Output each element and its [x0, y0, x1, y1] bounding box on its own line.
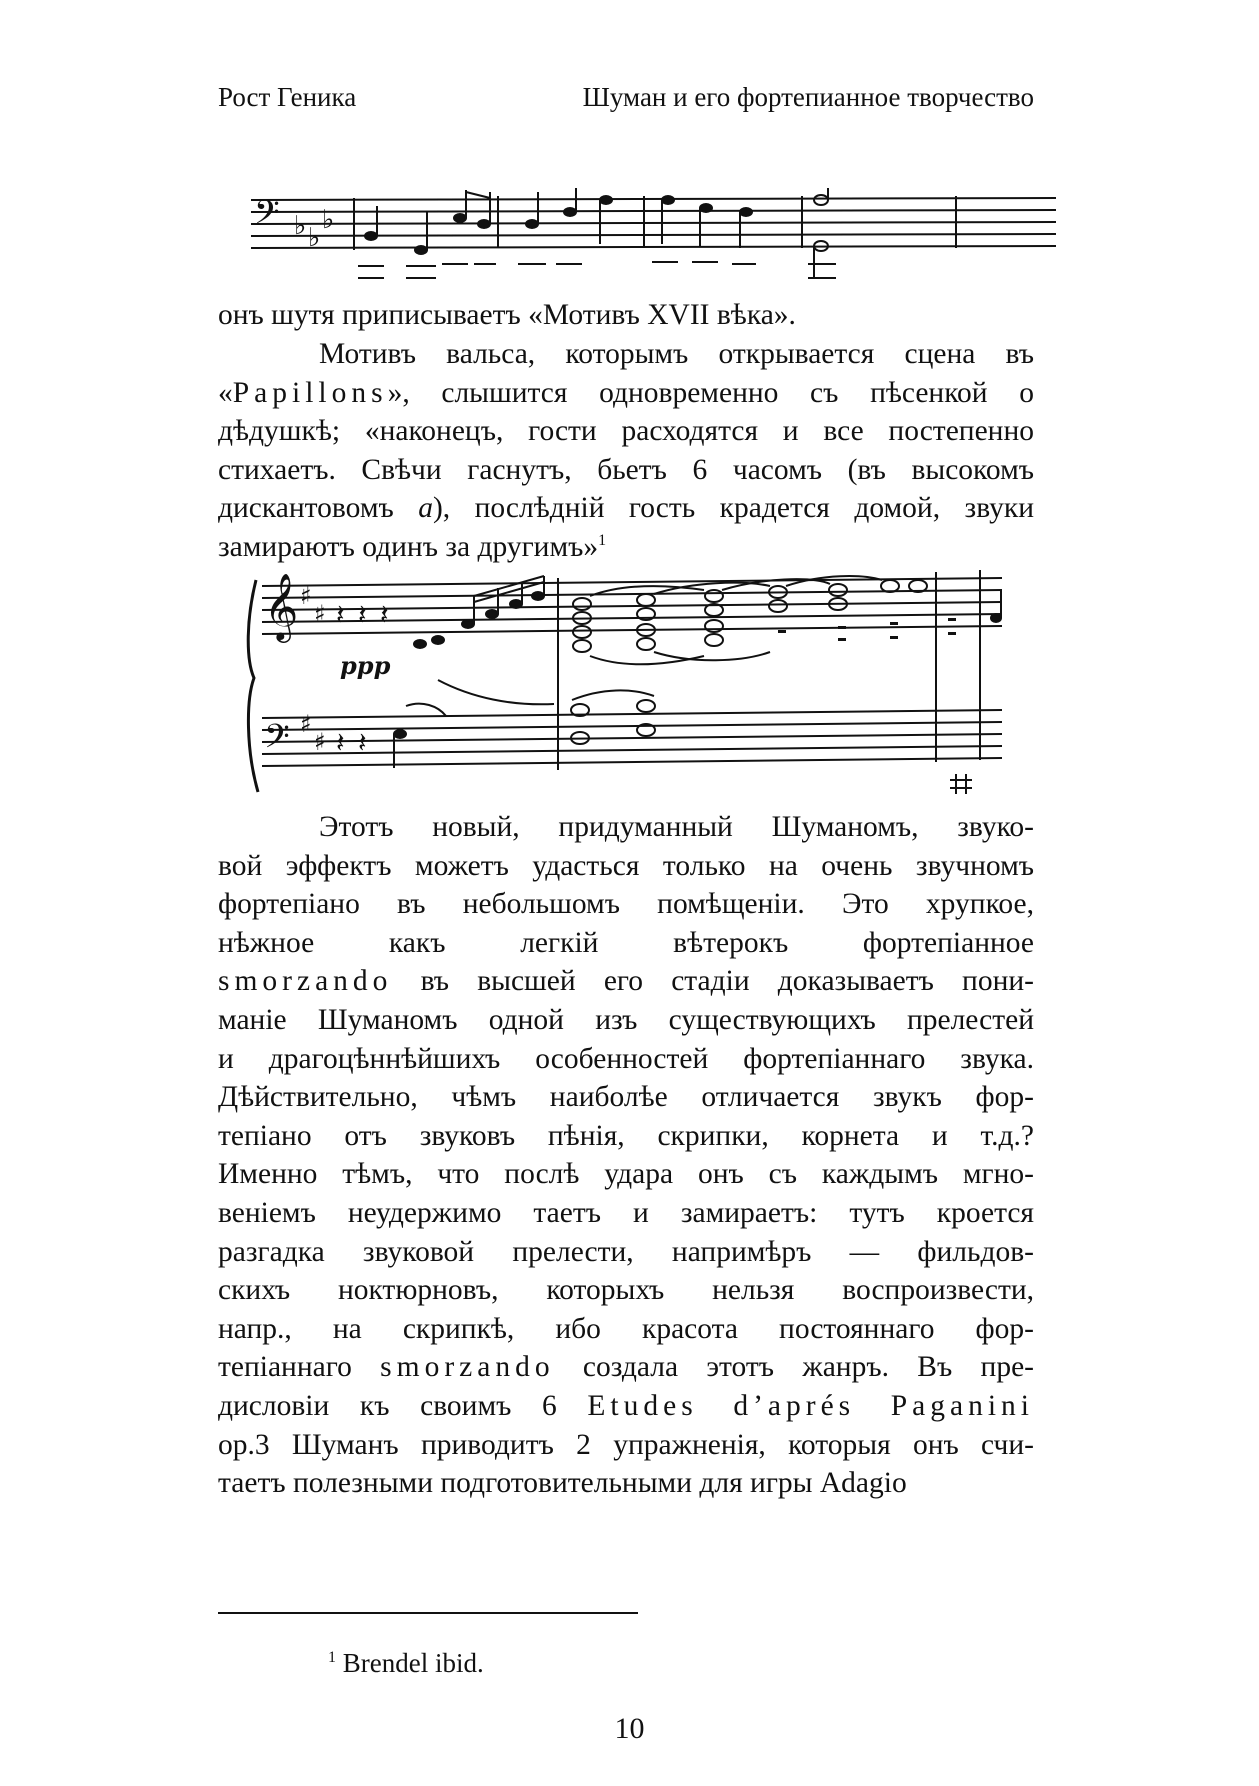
footnote-number: 1 [328, 1649, 336, 1666]
text-line: op.3 Шуманъ приводитъ 2 упражненiя, которыя онъ счи- [218, 1428, 1034, 1461]
music-example-1 [246, 188, 1066, 298]
svg-text:♯: ♯ [300, 582, 312, 610]
svg-text:♯: ♯ [300, 710, 312, 738]
svg-text:𝄢: 𝄢 [254, 194, 280, 240]
svg-text:𝄽: 𝄽 [336, 726, 345, 759]
text-line: разгадка звуковой прелести, напримѣръ — фильдов- [218, 1235, 1034, 1268]
note-letter: a [418, 492, 433, 525]
footnote-text: Brendel ibid. [342, 1648, 484, 1678]
text-line: smorzando въ высшей его стадiи доказываетъ пони- [218, 965, 1034, 998]
footnote-divider [218, 1612, 638, 1614]
svg-text:𝄽: 𝄽 [358, 726, 367, 759]
text-line: Этотъ новый, придуманный Шуманомъ, звуко- [319, 811, 1034, 843]
music-staff-bass [246, 188, 1066, 298]
paragraph-2 [218, 335, 1034, 567]
svg-text:♯: ♯ [314, 600, 326, 628]
paragraph-1 [218, 296, 1034, 335]
text-line: таетъ полезными подготовительными для игры Adagio [218, 1467, 907, 1500]
footnote [328, 1648, 484, 1679]
text-line: Дѣйствительно, чѣмъ наиболѣе отличается звукъ фор- [218, 1081, 1034, 1114]
music-grand-staff [242, 560, 1022, 798]
text-line: тепiано отъ звуковъ пѣнiя, скрипки, корнета и т.д.? [218, 1119, 1034, 1152]
spaced-title-papillons: Papillons [232, 376, 388, 409]
text-line: стихаетъ. Свѣчи гаснутъ, бьетъ 6 часомъ (въ высокомъ [218, 453, 1034, 486]
text-line: дѣдушкѣ; «наконецъ, гости расходятся и все постепенно [218, 415, 1034, 448]
text-line: и драгоцѣннѣйшихъ особенностей фортепiаннаго звука. [218, 1042, 1034, 1075]
text-line: манiе Шуманомъ одной изъ существующихъ прелестей [218, 1003, 1034, 1036]
text-line: Именно тѣмъ, что послѣ удара онъ съ каждымъ мгно- [218, 1158, 1034, 1191]
svg-text:𝄢: 𝄢 [264, 718, 290, 764]
svg-text:♯: ♯ [314, 728, 326, 756]
svg-text:𝄞: 𝄞 [264, 572, 299, 640]
text-line: замираютъ одинъ за другимъ»$^1$ [218, 530, 607, 563]
text-line: фортепiано въ небольшомъ помѣщенiи. Это хрупкое, [218, 888, 1034, 921]
text-line: «Papillons», слышится одновременно съ пѣсенкой о [218, 376, 1034, 409]
svg-text:𝄽: 𝄽 [336, 598, 345, 631]
dynamic-marking: ppp [340, 651, 391, 680]
text-line: напр., на скрипкѣ, ибо красота постояннаго фор- [218, 1312, 1034, 1345]
svg-text:♭: ♭ [294, 211, 307, 241]
text-line: нѣжное какъ легкiй вѣтерокъ фортепiанное [218, 926, 1034, 959]
text-line: тепiаннаго smorzando создала этотъ жанръ. Въ пре- [218, 1351, 1034, 1384]
svg-text:♭: ♭ [322, 205, 335, 235]
text-line: венiемъ неудержимо таетъ и замираетъ: тутъ кроется [218, 1196, 1034, 1229]
footnote-reference: 1 [598, 532, 607, 550]
text-line: Мотивъ вальса, которымъ открывается сцена въ [319, 338, 1034, 370]
music-example-2 [242, 560, 1022, 798]
paragraph-3 [218, 808, 1034, 1503]
running-head-author: Рост Геника [218, 82, 357, 112]
running-head-title: Шуман и его фортепианное творчество [582, 82, 1034, 112]
svg-text:♭: ♭ [308, 223, 321, 253]
svg-text:𝄽: 𝄽 [380, 598, 389, 631]
running-head [218, 82, 1034, 122]
svg-text:𝄽: 𝄽 [358, 598, 367, 631]
text-line: вой эффектъ можетъ удасться только на очень звучномъ [218, 849, 1034, 882]
text-line: дискантовомъ a), послѣднiй гость крадется домой, звуки [218, 492, 1034, 525]
page-number: 10 [614, 1712, 645, 1745]
text-line: онъ шутя приписываетъ «Мотивъ XVII вѣка». [218, 299, 796, 331]
text-line: дисловiи къ своимъ 6 Etudes d’aprés Paganini [218, 1389, 1035, 1422]
text-line: скихъ ноктюрновъ, которыхъ нельзя воспроизвести, [218, 1274, 1034, 1307]
